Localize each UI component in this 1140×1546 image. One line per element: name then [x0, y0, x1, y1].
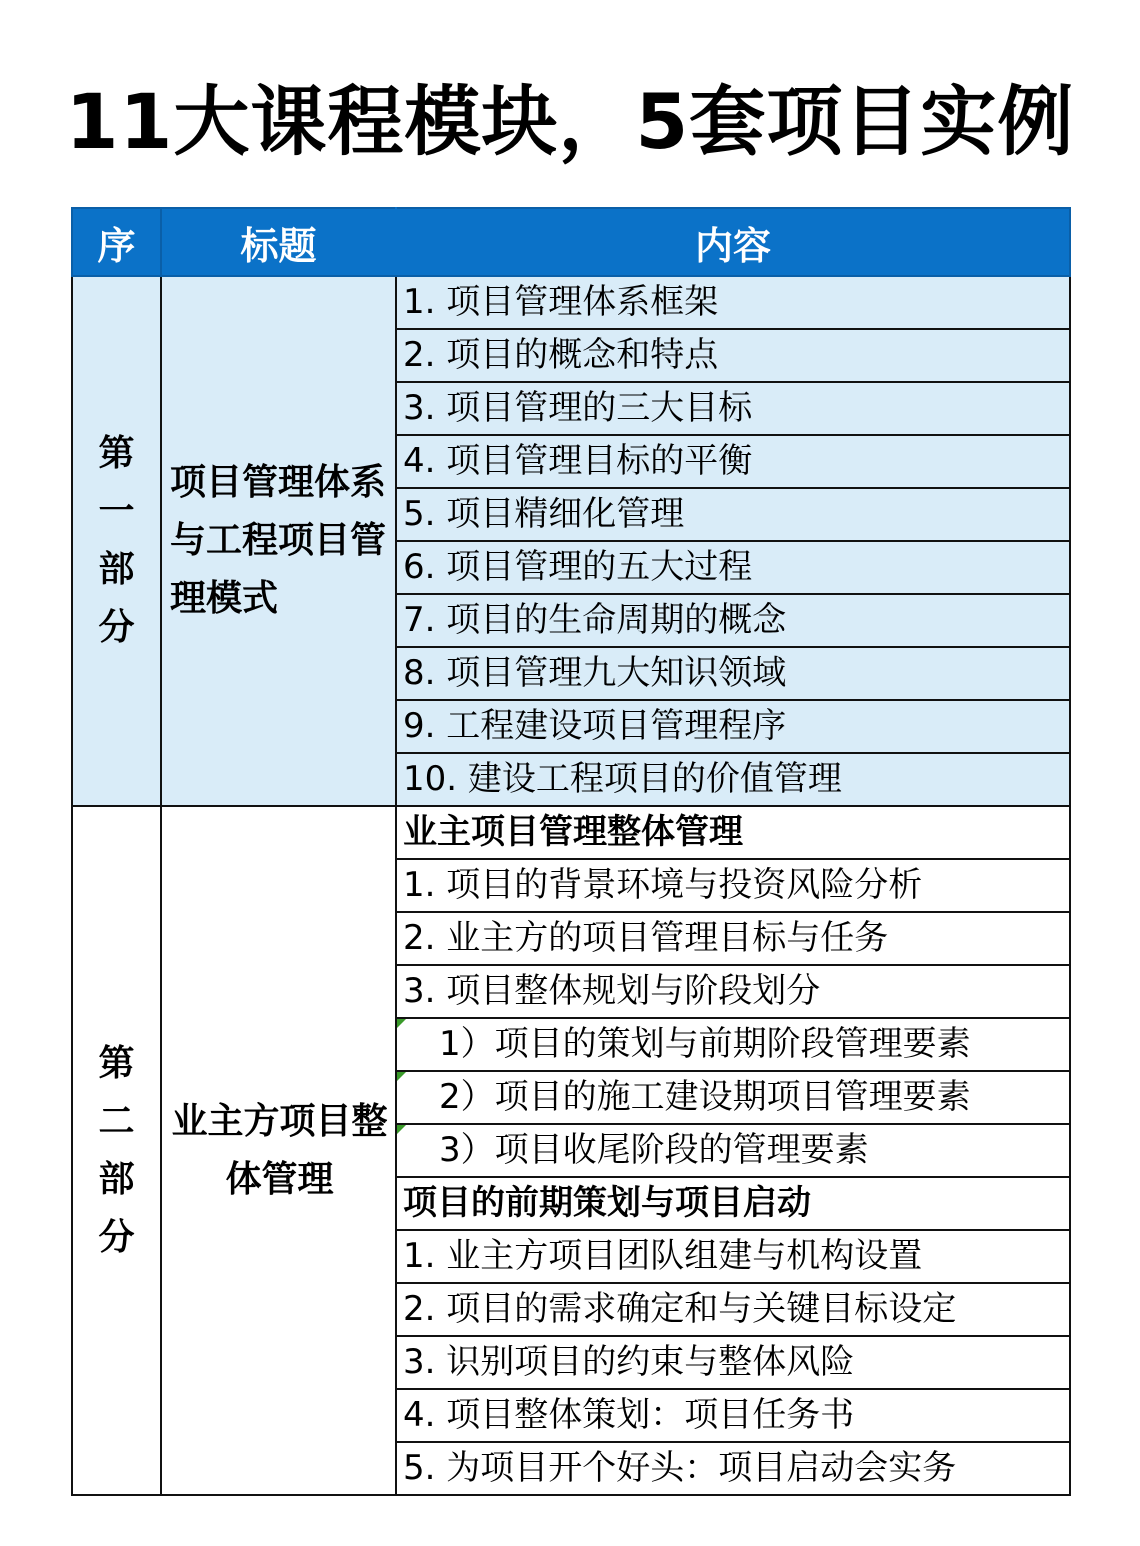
content-item-cell	[396, 382, 1070, 435]
content-item-cell	[396, 700, 1070, 753]
content-item-cell	[396, 1018, 1070, 1071]
content-item-text: 8. 项目管理九大知识领域	[403, 653, 787, 693]
content-item-cell	[396, 1442, 1070, 1495]
course-table	[71, 207, 1071, 1496]
part-seq-char: 部	[98, 549, 135, 590]
content-item-cell	[396, 594, 1070, 647]
content-item-text: 9. 工程建设项目管理程序	[403, 706, 787, 746]
cell-comment-marker-icon	[397, 1019, 406, 1028]
content-item-text: 3）项目收尾阶段的管理要素	[439, 1130, 869, 1170]
content-item-text: 3. 项目整体规划与阶段划分	[403, 971, 821, 1011]
cell-comment-marker-icon	[397, 1072, 406, 1081]
part-seq-char: 二	[98, 1100, 135, 1142]
content-item-cell	[396, 859, 1070, 912]
content-item-cell	[396, 965, 1070, 1018]
part-title-cell: 项目管理体系与工程项目管理模式	[161, 276, 396, 806]
content-item-text: 7. 项目的生命周期的概念	[403, 600, 787, 640]
content-item-cell	[396, 753, 1070, 806]
content-item-cell	[396, 1230, 1070, 1283]
content-item-cell	[396, 1124, 1070, 1177]
content-item-cell	[396, 329, 1070, 382]
part-seq-char: 部	[98, 1158, 135, 1200]
content-item-text: 项目的前期策划与项目启动	[403, 1183, 811, 1223]
content-item-text: 2. 业主方的项目管理目标与任务	[403, 918, 889, 958]
content-item-cell	[396, 435, 1070, 488]
content-item-cell	[396, 1071, 1070, 1124]
content-item-cell	[396, 647, 1070, 700]
cell-comment-marker-icon	[397, 1125, 406, 1134]
content-item-text: 1. 项目管理体系框架	[403, 282, 719, 322]
page-title: 11大课程模块，5套项目实例	[65, 77, 1075, 166]
table-row	[72, 276, 1070, 329]
content-item-text: 业主项目管理整体管理	[403, 812, 743, 852]
content-item-cell	[396, 1283, 1070, 1336]
content-item-text: 4. 项目管理目标的平衡	[403, 441, 753, 481]
content-item-text: 1）项目的策划与前期阶段管理要素	[439, 1024, 971, 1064]
header-content: 内容	[396, 208, 1070, 276]
content-item-cell	[396, 276, 1070, 329]
section-heading-cell	[396, 1177, 1070, 1230]
part-title-cell: 业主方项目整体管理	[161, 806, 396, 1495]
content-item-text: 10. 建设工程项目的价值管理	[403, 759, 842, 799]
content-item-text: 3. 项目管理的三大目标	[403, 388, 753, 428]
table-row	[72, 806, 1070, 859]
content-item-cell	[396, 1389, 1070, 1442]
part-seq-cell	[72, 806, 161, 1495]
part-seq-char: 分	[98, 1216, 135, 1258]
table-body	[72, 276, 1070, 1495]
part-seq-char: 第	[98, 1042, 135, 1084]
content-item-text: 3. 识别项目的约束与整体风险	[403, 1342, 855, 1382]
header-seq: 序	[72, 208, 161, 276]
content-item-cell	[396, 912, 1070, 965]
section-heading-cell	[396, 806, 1070, 859]
content-item-text: 5. 为项目开个好头：项目启动会实务	[403, 1448, 957, 1488]
content-item-text: 6. 项目管理的五大过程	[403, 547, 753, 587]
content-item-text: 2. 项目的需求确定和与关键目标设定	[403, 1289, 957, 1329]
content-item-text: 5. 项目精细化管理	[403, 494, 685, 534]
content-item-text: 2）项目的施工建设期项目管理要素	[439, 1077, 971, 1117]
content-item-text: 2. 项目的概念和特点	[403, 335, 719, 375]
header-title: 标题	[161, 208, 396, 276]
part-seq-cell	[72, 276, 161, 806]
content-item-cell	[396, 488, 1070, 541]
content-item-cell	[396, 1336, 1070, 1389]
content-item-text: 1. 项目的背景环境与投资风险分析	[403, 865, 923, 905]
content-item-text: 1. 业主方项目团队组建与机构设置	[403, 1236, 923, 1276]
table-header-row	[72, 208, 1070, 276]
part-seq-char: 分	[98, 607, 135, 648]
part-seq-char: 一	[98, 491, 135, 532]
part-seq-char: 第	[98, 433, 135, 474]
content-item-text: 4. 项目整体策划：项目任务书	[403, 1395, 855, 1435]
content-item-cell	[396, 541, 1070, 594]
